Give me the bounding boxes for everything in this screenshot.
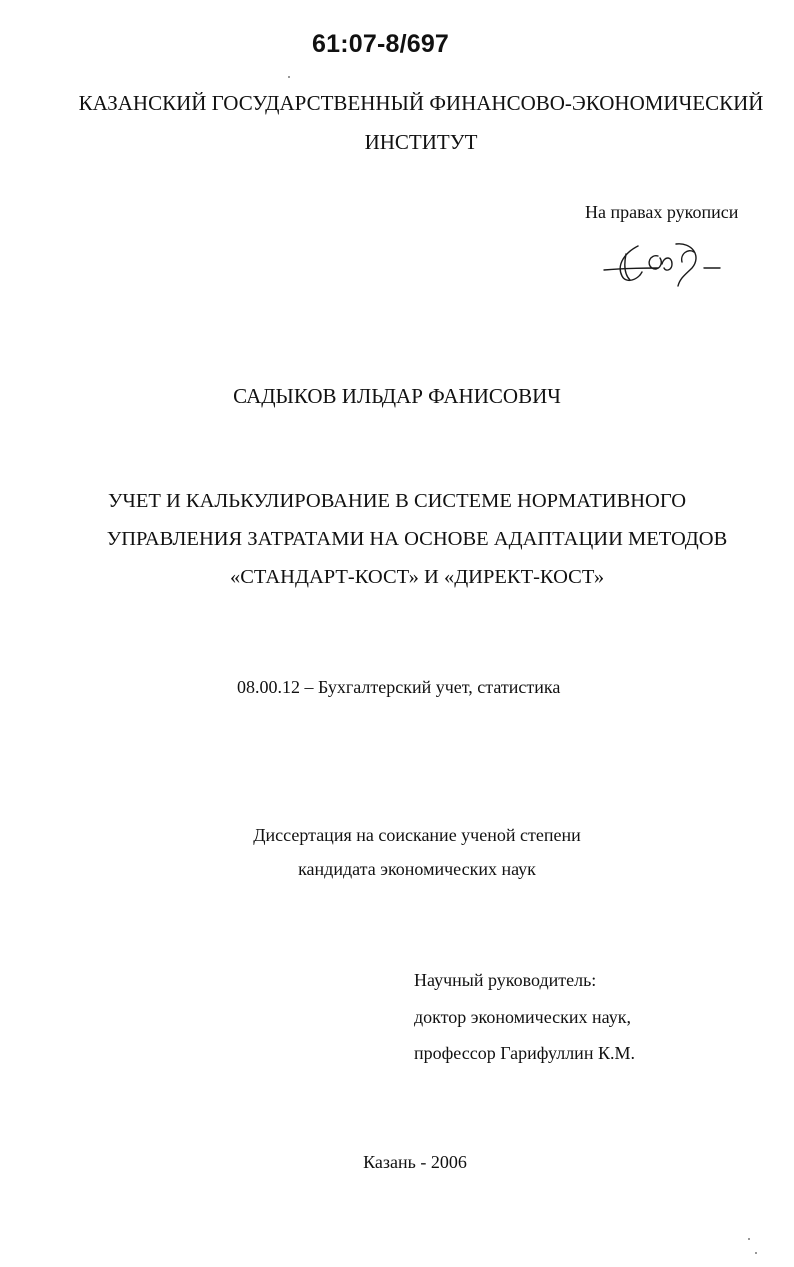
specialty-code: 08.00.12 – Бухгалтерский учет, статистика xyxy=(237,677,561,697)
degree-line-1: Диссертация на соискание ученой степени xyxy=(253,825,581,845)
degree-line-2: кандидата экономических наук xyxy=(298,859,536,879)
institution-line-1: КАЗАНСКИЙ ГОСУДАРСТВЕННЫЙ ФИНАНСОВО-ЭКОНОМИЧЕСКИЙ xyxy=(78,91,764,115)
place-and-year: Казань - 2006 xyxy=(363,1152,467,1172)
manuscript-rights-note: На правах рукописи xyxy=(585,202,739,222)
dissertation-title-line-2: УПРАВЛЕНИЯ ЗАТРАТАМИ НА ОСНОВЕ АДАПТАЦИИ МЕТОДОВ xyxy=(106,528,728,550)
scan-speck xyxy=(748,1238,750,1240)
institution-line-2: ИНСТИТУТ xyxy=(364,130,478,154)
supervisor-name: профессор Гарифуллин К.М. xyxy=(414,1043,635,1063)
dissertation-title-line-1: УЧЕТ И КАЛЬКУЛИРОВАНИЕ В СИСТЕМЕ НОРМАТИВНОГО xyxy=(107,490,687,512)
supervisor-degree: доктор экономических наук, xyxy=(414,1007,631,1027)
dissertation-title-line-3: «СТАНДАРТ-КОСТ» И «ДИРЕКТ-КОСТ» xyxy=(229,566,605,588)
handwritten-signature xyxy=(596,234,728,292)
archive-number: 61:07-8/697 xyxy=(312,30,450,58)
supervisor-heading: Научный руководитель: xyxy=(414,970,597,990)
scan-speck xyxy=(755,1252,757,1254)
scan-speck xyxy=(288,76,290,78)
author-name: САДЫКОВ ИЛЬДАР ФАНИСОВИЧ xyxy=(233,384,561,408)
